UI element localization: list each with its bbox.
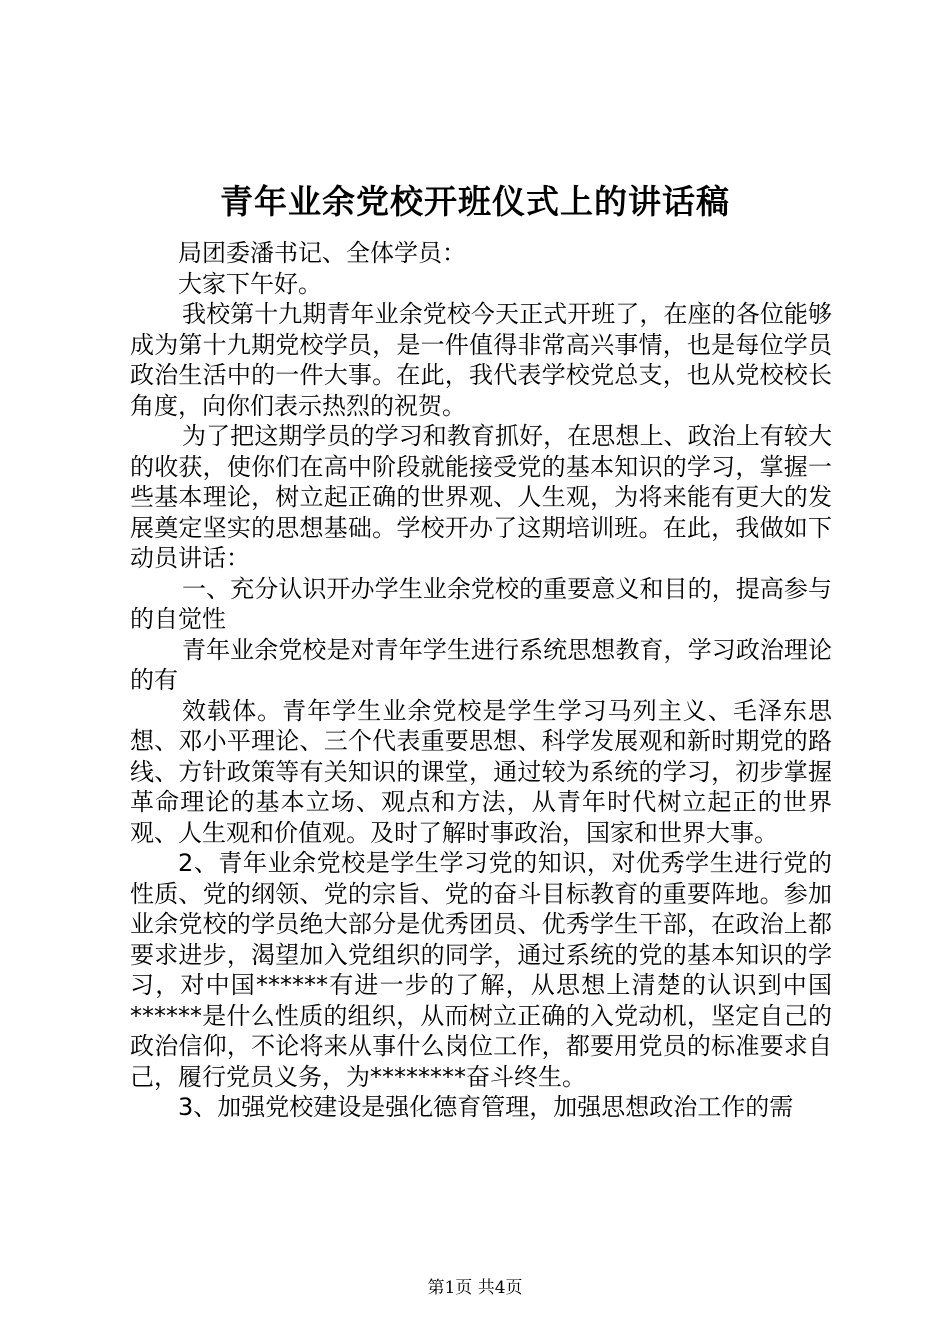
greeting: 大家下午好。 (178, 269, 322, 298)
paragraph: 青年业余党校是对青年学生进行系统思想教育，学习政治理论的有 (130, 635, 832, 694)
paragraph: 我校第十九期青年业余党校今天正式开班了，在座的各位能够成为第十九期党校学员，是一件值得非常高兴事情，也是每位学员政治生活中的一件大事。在此，我代表学校党总支，也从党校校长角度，向你们表示热烈的祝贺。 (130, 300, 832, 420)
paragraph: 效载体。青年学生业余党校是学生学习马列主义、毛泽东思想、邓小平理论、三个代表重要思想、科学发展观和新时期党的路线、方针政策等有关知识的课堂，通过较为系统的学习，初步掌握革命理论的基本立场、观点和方法，从青年时代树立起正的世界观、人生观和价值观。及时了解时事政治，国家和世界大事。 (130, 696, 832, 847)
salutation: 局团委潘书记、全体学员： (178, 239, 466, 267)
document-body (130, 238, 832, 1123)
document-title: 青年业余党校开班仪式上的讲话稿 (220, 182, 730, 221)
page-number: 第1页 共4页 (427, 1278, 523, 1298)
paragraph: 为了把这期学员的学习和教育抓好，在思想上、政治上有较大的收获，使你们在高中阶段就能接受党的基本知识的学习，掌握一些基本理论，树立起正确的世界观、人生观，为将来能有更大的发展奠定坚实的思想基础。学校开办了这期培训班。在此，我做如下动员讲话： (130, 422, 832, 572)
section-heading: 一、充分认识开办学生业余党校的重要意义和目的，提高参与的自觉性 (130, 574, 832, 633)
paragraph: 2、青年业余党校是学生学习党的知识，对优秀学生进行党的性质、党的纲领、党的宗旨、党的奋斗目标教育的重要阵地。参加业余党校的学员绝大部分是优秀团员、优秀学生干部，在政治上都要求进步，渴望加入党组织的同学，通过系统的党的基本知识的学习，对中国******有进一步的了解，从思想上清楚的认识到中国******是什么性质的组织，从而树立正确的入党动机，坚定自己的政治信仰，不论将来从事什么岗位工作，都要用党员的标准要求自己，履行党员义务，为********奋斗终生。 (130, 849, 832, 1091)
paragraph: 3、加强党校建设是强化德育管理，加强思想政治工作的需 (178, 1093, 794, 1121)
